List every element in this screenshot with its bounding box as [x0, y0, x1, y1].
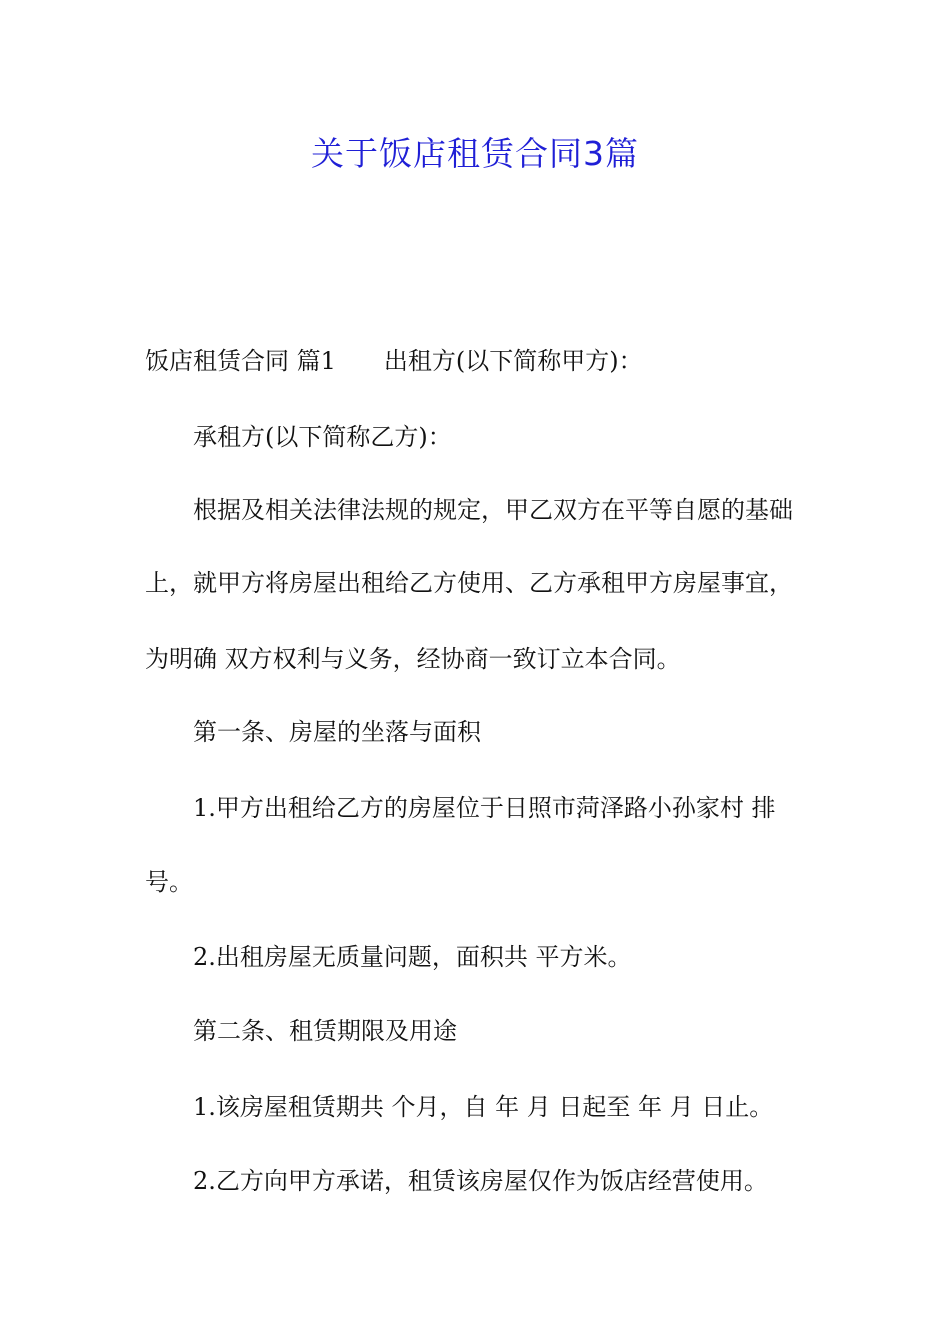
paragraph-line: 1.甲方出租给乙方的房屋位于日照市菏泽路小孙家村 排: [193, 794, 776, 822]
paragraph-line: 上，就甲方将房屋出租给乙方使用、乙方承租甲方房屋事宜，: [145, 569, 793, 597]
clause-heading: 第二条、租赁期限及用途: [193, 1017, 457, 1045]
paragraph-line: 为明确 双方权利与义务，经协商一致订立本合同。: [145, 645, 681, 673]
section-title: 饭店租赁合同 篇1: [145, 347, 336, 375]
paragraph-line: 承租方(以下简称乙方)：: [193, 423, 452, 451]
paragraph-line: 1.该房屋租赁期共 个月，自 年 月 日起至 年 月 日止。: [193, 1093, 774, 1121]
document-title: 关于饭店租赁合同3篇: [311, 134, 639, 173]
section-header-line: [145, 346, 810, 376]
lessor-label: 出租方(以下简称甲方)：: [383, 347, 643, 375]
paragraph-line: 根据及相关法律法规的规定，甲乙双方在平等自愿的基础: [193, 496, 793, 524]
paragraph-line: 2.出租房屋无质量问题，面积共 平方米。: [193, 943, 632, 971]
paragraph-line: 2.乙方向甲方承诺，租赁该房屋仅作为饭店经营使用。: [193, 1167, 768, 1195]
paragraph-line: 号。: [145, 868, 193, 896]
clause-heading: 第一条、房屋的坐落与面积: [193, 718, 481, 746]
